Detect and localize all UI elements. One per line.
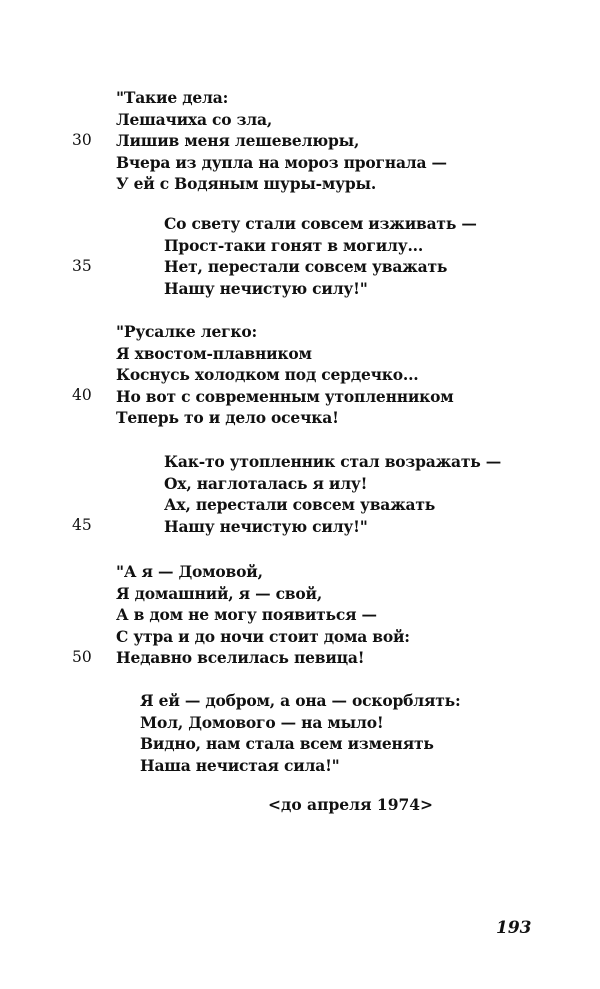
verse-line: У ей с Водяным шуры-муры.: [116, 174, 377, 194]
date-note: <до апреля 1974>: [268, 795, 434, 814]
stanza-5: [116, 561, 410, 669]
verse-line: "Такие дела:: [116, 88, 229, 107]
stanza-3: [116, 321, 454, 429]
verse-line: Нашу нечистую силу!": [164, 278, 368, 298]
verse-line: Прост-таки гонят в могилу...: [164, 235, 424, 255]
verse-line: Коснусь холодком под сердечко...: [116, 365, 419, 385]
line-number: 40: [72, 386, 92, 404]
verse-line: Лешачиха со зла,: [116, 109, 273, 129]
verse-line: Недавно вселилась певица!: [116, 648, 365, 668]
verse-line: Наша нечистая сила!": [140, 755, 340, 775]
verse-line: Я ей — добром, а она — оскорблять:: [140, 691, 461, 710]
verse-line: Ох, наглоталась я илу!: [164, 473, 368, 493]
verse-line: Я хвостом-плавником: [116, 343, 312, 363]
verse-line: "А я — Домовой,: [116, 562, 263, 581]
line-number: 35: [72, 257, 92, 275]
page-number: 193: [496, 918, 532, 938]
verse-line: С утра и до ночи стоит дома вой:: [116, 626, 410, 646]
verse-line: Со свету стали совсем изживать —: [164, 214, 477, 233]
verse-line: "Русалке легко:: [116, 322, 258, 341]
verse-line: Как-то утопленник стал возражать —: [164, 452, 502, 471]
line-number: 50: [72, 648, 92, 666]
verse-line: Вчера из дупла на мороз прогнала —: [116, 152, 447, 172]
verse-line: Но вот с современным утопленником: [116, 386, 454, 406]
verse-line: Мол, Домового — на мыло!: [140, 712, 384, 732]
stanza-2: [164, 213, 477, 299]
verse-line: Лишив меня лешевелюры,: [116, 131, 360, 151]
stanza-4: [164, 451, 501, 537]
stanza-1: [116, 87, 447, 195]
line-number: 30: [72, 131, 92, 149]
stanza-6: [140, 690, 461, 776]
verse-line: Нет, перестали совсем уважать: [164, 257, 448, 277]
verse-line: Ах, перестали совсем уважать: [164, 495, 436, 515]
verse-line: Теперь то и дело осечка!: [116, 408, 339, 428]
verse-line: Я домашний, я — свой,: [116, 583, 323, 603]
line-number: 45: [72, 516, 92, 534]
verse-line: Нашу нечистую силу!": [164, 516, 368, 536]
verse-line: Видно, нам стала всем изменять: [140, 734, 434, 754]
verse-line: А в дом не могу появиться —: [116, 605, 377, 625]
